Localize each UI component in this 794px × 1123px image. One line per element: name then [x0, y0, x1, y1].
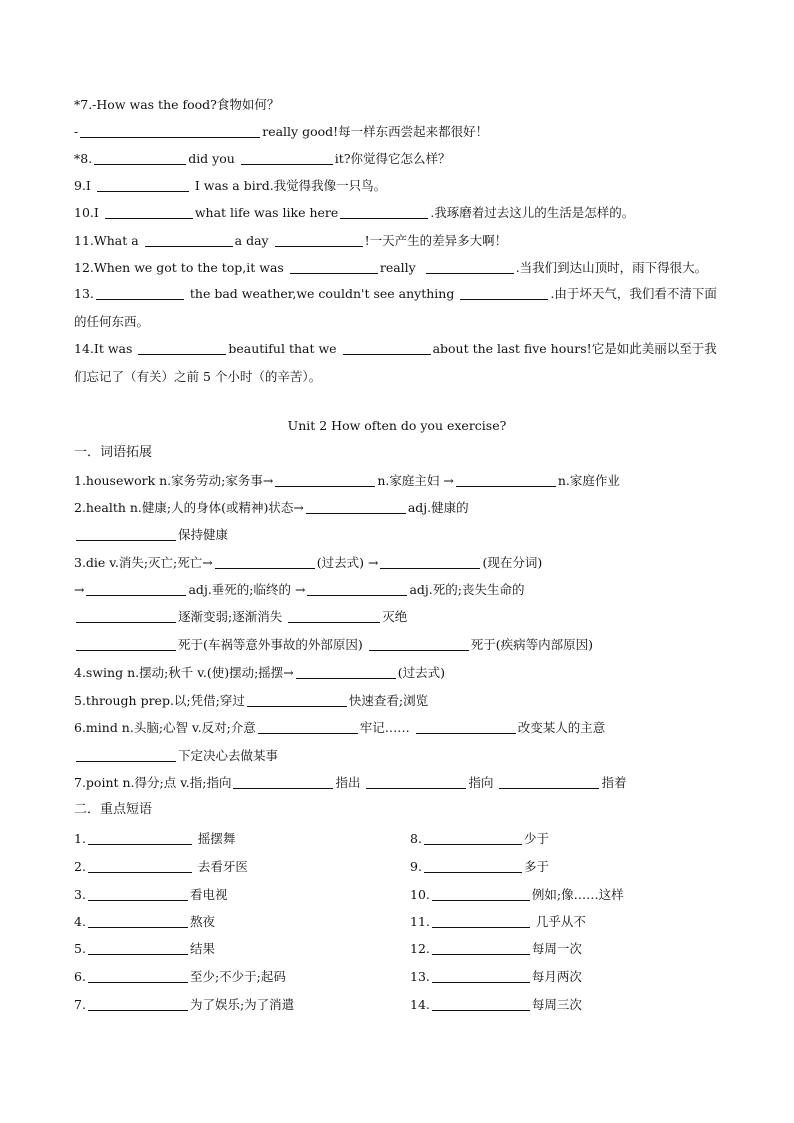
phrase-item [410, 885, 624, 905]
phrase-meaning: 多于 [523, 859, 549, 874]
sentence-9 [74, 176, 734, 196]
expansion-7-suffix: 指着 [601, 775, 627, 790]
expansion-6b [74, 746, 734, 766]
phrase-number: 1. [74, 831, 86, 846]
phrase-number: 11. [410, 914, 430, 929]
answer-blank[interactable] [366, 774, 466, 789]
phrase-item [74, 912, 394, 932]
answer-blank[interactable] [86, 581, 186, 596]
answer-blank[interactable] [432, 913, 530, 928]
phrase-number: 9. [410, 859, 422, 874]
sentence-7a [74, 95, 734, 115]
sentence-10 [74, 203, 734, 223]
answer-blank[interactable] [88, 886, 188, 901]
sentence-7b [74, 122, 734, 142]
sentence-11-suffix: !一天产生的差异多大啊！ [364, 233, 508, 248]
expansion-5-suffix: 快速查看;浏览 [348, 693, 429, 708]
sentence-7b-suffix: really good!每一样东西尝起来都很好！ [262, 124, 489, 139]
sentence-10-prefix: 10.I [74, 205, 99, 220]
expansion-3b-suffix: adj.死的;丧失生命的 [409, 582, 525, 597]
sentence-11-middle: a day [234, 233, 269, 248]
phrase-meaning: 结果 [189, 941, 215, 956]
phrase-number: 5. [74, 941, 86, 956]
expansion-3c [74, 607, 734, 627]
answer-blank[interactable] [369, 636, 469, 651]
sentence-11-prefix: 11.What a [74, 233, 139, 248]
sentence-10-middle: what life was like here [194, 205, 339, 220]
phrase-item [410, 995, 582, 1015]
answer-blank[interactable] [432, 968, 530, 983]
sentence-13-middle: the bad weather,we couldn't see anything [189, 286, 455, 301]
expansion-3b-middle: adj.垂死的;临终的 → [188, 582, 306, 597]
expansion-4-suffix: (过去式) [397, 665, 446, 680]
phrase-number: 3. [74, 887, 86, 902]
answer-blank[interactable] [456, 472, 556, 487]
answer-blank[interactable] [88, 940, 188, 955]
phrase-item [74, 995, 394, 1015]
sentence-14 [74, 335, 724, 391]
phrase-meaning: 去看牙医 [193, 859, 248, 874]
phrase-item [410, 857, 549, 877]
phrase-number: 7. [74, 997, 86, 1012]
phrase-item [74, 939, 394, 959]
answer-blank[interactable] [432, 940, 530, 955]
phrase-number: 2. [74, 859, 86, 874]
sentence-7a-text: *7.-How was the food?食物如何？ [74, 97, 280, 112]
answer-blank[interactable] [88, 858, 192, 873]
answer-blank[interactable] [76, 526, 176, 541]
phrase-item [74, 829, 394, 849]
answer-blank[interactable] [76, 636, 176, 651]
section2-heading [74, 800, 734, 820]
expansion-3d-middle: 死于(车祸等意外事故的外部原因) [178, 637, 363, 652]
answer-blank[interactable] [138, 340, 226, 355]
answer-blank[interactable] [80, 123, 260, 138]
answer-blank[interactable] [88, 830, 192, 845]
expansion-1 [74, 471, 734, 491]
expansion-7-middle: 指出 [335, 775, 361, 790]
expansion-3b [74, 580, 734, 600]
expansion-6b-suffix: 下定决心去做某事 [178, 748, 279, 763]
expansion-3c-suffix: 灭绝 [382, 609, 408, 624]
expansion-1-suffix: n.家庭作业 [557, 473, 620, 488]
sentence-8-middle: did you [188, 151, 235, 166]
phrase-meaning: 每月两次 [531, 969, 582, 984]
answer-blank[interactable] [105, 204, 193, 219]
answer-blank[interactable] [275, 472, 375, 487]
answer-blank[interactable] [215, 554, 315, 569]
answer-blank[interactable] [380, 554, 480, 569]
expansion-2b-suffix: 保持健康 [178, 527, 229, 542]
expansion-3d [74, 635, 734, 655]
sentence-12-prefix: 12.When we got to the top,it was [74, 260, 284, 275]
sentence-13 [74, 280, 724, 336]
phrase-number: 12. [410, 941, 430, 956]
phrase-meaning: 每周一次 [531, 941, 582, 956]
phrase-item [410, 829, 549, 849]
expansion-6-suffix: 改变某人的主意 [517, 720, 606, 735]
sentence-14-prefix: 14.It was [74, 341, 133, 356]
phrase-number: 6. [74, 969, 86, 984]
expansion-3 [74, 553, 734, 573]
sentence-8-prefix: *8. [74, 151, 93, 166]
phrase-item [410, 912, 586, 932]
sentence-10-suffix: .我琢磨着过去这儿的生活是怎样的。 [430, 205, 635, 220]
phrase-meaning: 每周三次 [531, 997, 582, 1012]
answer-blank[interactable] [296, 664, 396, 679]
answer-blank[interactable] [499, 774, 599, 789]
expansion-7-middle2: 指向 [468, 775, 494, 790]
sentence-8 [74, 149, 734, 169]
section2-heading-text: 二．重点短语 [74, 802, 153, 817]
phrase-meaning: 至少;不少于;起码 [189, 969, 286, 984]
answer-blank[interactable] [97, 177, 189, 192]
expansion-1-prefix: 1.housework n.家务劳动;家务事→ [74, 473, 274, 488]
expansion-2 [74, 498, 734, 518]
answer-blank[interactable] [460, 285, 548, 300]
answer-blank[interactable] [343, 340, 431, 355]
phrase-meaning: 摇摆舞 [193, 831, 236, 846]
phrase-item [410, 967, 582, 987]
expansion-3-prefix: 3.die v.消失;灭亡;死亡→ [74, 555, 213, 570]
answer-blank[interactable] [88, 913, 188, 928]
sentence-9-prefix: 9.I [74, 178, 91, 193]
answer-blank[interactable] [241, 150, 333, 165]
answer-blank[interactable] [416, 719, 516, 734]
expansion-5 [74, 691, 734, 711]
answer-blank[interactable] [290, 259, 378, 274]
section1-heading-text: 一．词语拓展 [74, 445, 153, 460]
answer-blank[interactable] [426, 259, 514, 274]
sentence-14-suffix: about the last five hours!它是如此美丽以至于我们忘记了（有关）之前 5 个小时（的辛苦）。 [74, 341, 717, 384]
answer-blank[interactable] [233, 774, 333, 789]
phrase-meaning: 为了娱乐;为了消遣 [189, 997, 295, 1012]
expansion-6 [74, 718, 734, 738]
sentence-8-suffix: it?你觉得它怎么样？ [334, 151, 451, 166]
phrase-item [74, 857, 394, 877]
phrase-number: 10. [410, 887, 430, 902]
answer-blank[interactable] [275, 232, 363, 247]
expansion-3b-prefix: → [74, 582, 85, 597]
expansion-6-prefix: 6.mind n.头脑;心智 v.反对;介意 [74, 720, 256, 735]
section1-heading [74, 443, 734, 463]
answer-blank[interactable] [258, 719, 358, 734]
expansion-3c-middle: 逐渐变弱;逐渐消失 [178, 609, 283, 624]
expansion-1-middle: n.家庭主妇 → [377, 473, 454, 488]
phrase-meaning: 几乎从不 [531, 914, 586, 929]
expansion-4-prefix: 4.swing n.摆动;秋千 v.(使)摆动;摇摆→ [74, 665, 294, 680]
answer-blank[interactable] [306, 499, 406, 514]
expansion-3-middle: (过去式) → [316, 555, 379, 570]
answer-blank[interactable] [88, 996, 188, 1011]
answer-blank[interactable] [432, 886, 530, 901]
expansion-4 [74, 663, 734, 683]
sentence-13-suffix: .由于坏天气，我们看不清下面的任何东西。 [74, 286, 717, 329]
phrase-meaning: 少于 [523, 831, 549, 846]
sentence-14-middle: beautiful that we [228, 341, 337, 356]
phrase-item [74, 885, 394, 905]
phrase-meaning: 例如;像……这样 [531, 887, 624, 902]
sentence-12-suffix: .当我们到达山顶时，雨下得很大。 [515, 260, 708, 275]
answer-blank[interactable] [96, 285, 184, 300]
answer-blank[interactable] [288, 608, 380, 623]
answer-blank[interactable] [145, 232, 233, 247]
phrase-meaning: 熬夜 [189, 914, 215, 929]
phrase-number: 14. [410, 997, 430, 1012]
phrase-item [74, 967, 394, 987]
expansion-6-middle: 牢记…… [359, 720, 410, 735]
sentence-12-middle: really [379, 260, 416, 275]
answer-blank[interactable] [247, 692, 347, 707]
expansion-5-prefix: 5.through prep.以;凭借;穿过 [74, 693, 245, 708]
answer-blank[interactable] [340, 204, 428, 219]
answer-blank[interactable] [94, 150, 186, 165]
expansion-7 [74, 773, 734, 793]
expansion-2-suffix: adj.健康的 [407, 500, 469, 515]
answer-blank[interactable] [424, 830, 522, 845]
phrase-meaning: 看电视 [189, 887, 228, 902]
expansion-2-prefix: 2.health n.健康;人的身体(或精神)状态→ [74, 500, 304, 515]
unit-title: Unit 2 How often do you exercise? [287, 418, 507, 433]
sentence-7b-prefix: - [74, 124, 79, 139]
answer-blank[interactable] [307, 581, 407, 596]
expansion-2b [74, 525, 734, 545]
answer-blank[interactable] [88, 968, 188, 983]
phrase-item [410, 939, 582, 959]
answer-blank[interactable] [76, 608, 176, 623]
sentence-9-suffix: I was a bird.我觉得我像一只鸟。 [194, 178, 387, 193]
phrase-number: 8. [410, 831, 422, 846]
sentence-11 [74, 231, 734, 251]
expansion-3-suffix: (现在分词) [482, 555, 543, 570]
sentence-12 [74, 258, 734, 278]
answer-blank[interactable] [424, 858, 522, 873]
phrase-number: 13. [410, 969, 430, 984]
answer-blank[interactable] [76, 747, 176, 762]
phrase-number: 4. [74, 914, 86, 929]
answer-blank[interactable] [432, 996, 530, 1011]
sentence-13-prefix: 13. [74, 286, 94, 301]
expansion-3d-suffix: 死于(疾病等内部原因) [470, 637, 594, 652]
expansion-7-prefix: 7.point n.得分;点 v.指;指向 [74, 775, 232, 790]
